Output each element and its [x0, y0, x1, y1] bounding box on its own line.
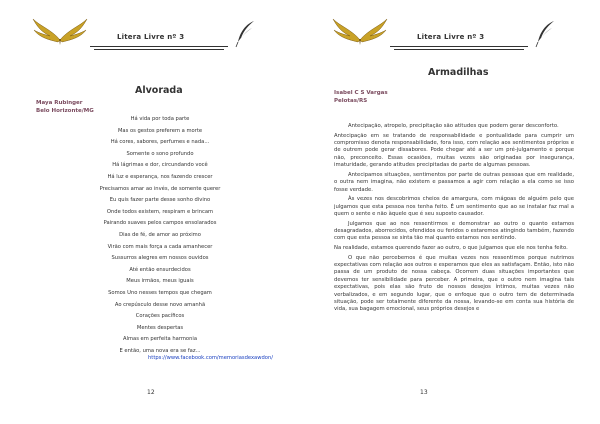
poem-line: Somos Uno nesses tempos que chegam — [108, 289, 212, 296]
poem-line: Onde todos existem, respiram e brincam — [106, 208, 214, 215]
page-header — [0, 14, 300, 50]
poem-line: Eu quis fazer parte desse sonho divino — [109, 197, 211, 204]
paragraph: Às vezes nos descobrimos cheios de amargura, com mágoas de alguém pelo que julgamos que esta pessoa nos tenha feito. É um sentimento que ao se instalar faz mal a quem o sente e não àquele que é seu suposto causador. — [334, 196, 574, 218]
header-rule — [90, 46, 228, 47]
poem-line: Há vida por toda parte — [130, 116, 190, 122]
author-name: Isabel C S Vargas — [334, 90, 388, 96]
poem-line: E então, uma nova era se faz... — [119, 347, 201, 354]
article-title: Armadilhas — [428, 67, 489, 78]
page-number: 12 — [147, 389, 155, 396]
paragraph: Na realidade, estamos querendo fazer ao outro, o que julgamos que ele nos tenha feito. — [334, 245, 568, 252]
author-block — [334, 89, 388, 105]
poem-line: Precisamos amar ao invés, de somente querer — [99, 185, 221, 192]
header-rule — [394, 49, 524, 50]
author-name: Maya Rubinger — [36, 100, 83, 106]
article-body — [334, 123, 574, 316]
quill-pen-icon — [234, 20, 256, 48]
author-location: Belo Horizonte/MG — [36, 108, 94, 114]
poem-line: Somente o sono profundo — [126, 150, 194, 157]
poem-line: Sussurros alegres em nossos ouvidos — [111, 255, 209, 262]
magazine-name: Litera Livre nº 3 — [117, 33, 185, 41]
poem-line: Ao crepúsculo desse novo amanhã — [114, 301, 206, 308]
paragraph: O que não percebemos é que muitas vezes nos ressentimos porque nutrimos expectativas com relação aos outros e esperamos que eles as satisfaçam. Então, isto não passa de um produto de nossa cabeça. Ocorrem duas situações importantes que devemos ter sensibilidade para perceber. A primeira, que o outro nem imagina tais expectativas, pois elas são fruto de nossos desejos íntimos, muitas vezes não verbalizados, e em segundo lugar, que o enfoque que o outro tem de determinada situação, pode ser totalmente diferente da nossa, levando-se em conta sua história de vida, sua bagagem emocional, seus próprios desejos e — [334, 254, 574, 313]
poem-line: Almas em perfeita harmonia — [122, 336, 198, 343]
poem-line: Corações pacíficos — [135, 313, 185, 320]
poem-line: Há lágrimas e dor, circundando você — [112, 162, 208, 169]
paragraph: Antecipação, atropelo, precipitação são atitudes que podem gerar desconforto. — [348, 123, 559, 129]
author-block — [36, 99, 94, 115]
facebook-link[interactable]: https://www.facebook.com/memoriasdexawdon/ — [148, 355, 273, 361]
poem-line: Meus irmãos, meus iguais — [126, 278, 194, 285]
poem-line: Mas os gestos preferem a morte — [117, 127, 203, 134]
poem-line: Virão com mais força a cada amanhecer — [107, 243, 213, 250]
poem-line: Mentes despertas — [136, 324, 184, 331]
paragraph: Antecipação em se tratando de responsabilidade e pontualidade para cumprir um compromisso denota responsabilidade, fora isso, com relação aos sentimentos próprios e de outrem pode gerar dissabores. Pode chegar até a ser um pré-julgamento e porque não, preconceito. Essas ocasiões, muitas vezes são originadas por insegurança, imaturidade, gerando atitudes precipitadas de parte de algumas pessoas. — [334, 132, 574, 169]
poem-body — [60, 114, 260, 357]
paragraph: Antecipamos situações, sentimentos por parte de outras pessoas que em realidade, o outra nem imagina, não existem e passamos a agir com relação a ela como se isso fosse verdade. — [334, 171, 574, 193]
poem-line: Até então ensurdecidos — [129, 266, 191, 273]
magazine-name: Litera Livre nº 3 — [417, 33, 485, 41]
golden-wings-icon — [332, 16, 388, 46]
poem-title: Alvorada — [135, 85, 183, 96]
paragraph: Julgamos que ao nos ressentirmos e demonstrar ao outro o quanto estamos desagradados, aborrecidos, ofendidos ou feridos o estaremos atingindo também, fazendo com que esta pessoa se sinta tão mal quanto estamos nos sentindo. — [334, 220, 574, 242]
page-number: 13 — [420, 389, 428, 396]
golden-wings-icon — [32, 16, 88, 46]
poem-line: Há luz e esperança, nos fazendo crescer — [107, 173, 213, 180]
header-rule — [94, 49, 224, 50]
poem-line: Pairando suaves pelos campos ensolarados — [103, 220, 217, 227]
quill-pen-icon — [534, 20, 556, 48]
header-rule — [390, 46, 528, 47]
poem-line: Há cores, sabores, perfumes e nada... — [110, 139, 210, 146]
page-header — [300, 14, 600, 50]
right-page — [300, 0, 600, 424]
author-location: Pelotas/RS — [334, 98, 368, 104]
poem-line: Dias de fé, de amor ao próximo — [119, 231, 201, 238]
